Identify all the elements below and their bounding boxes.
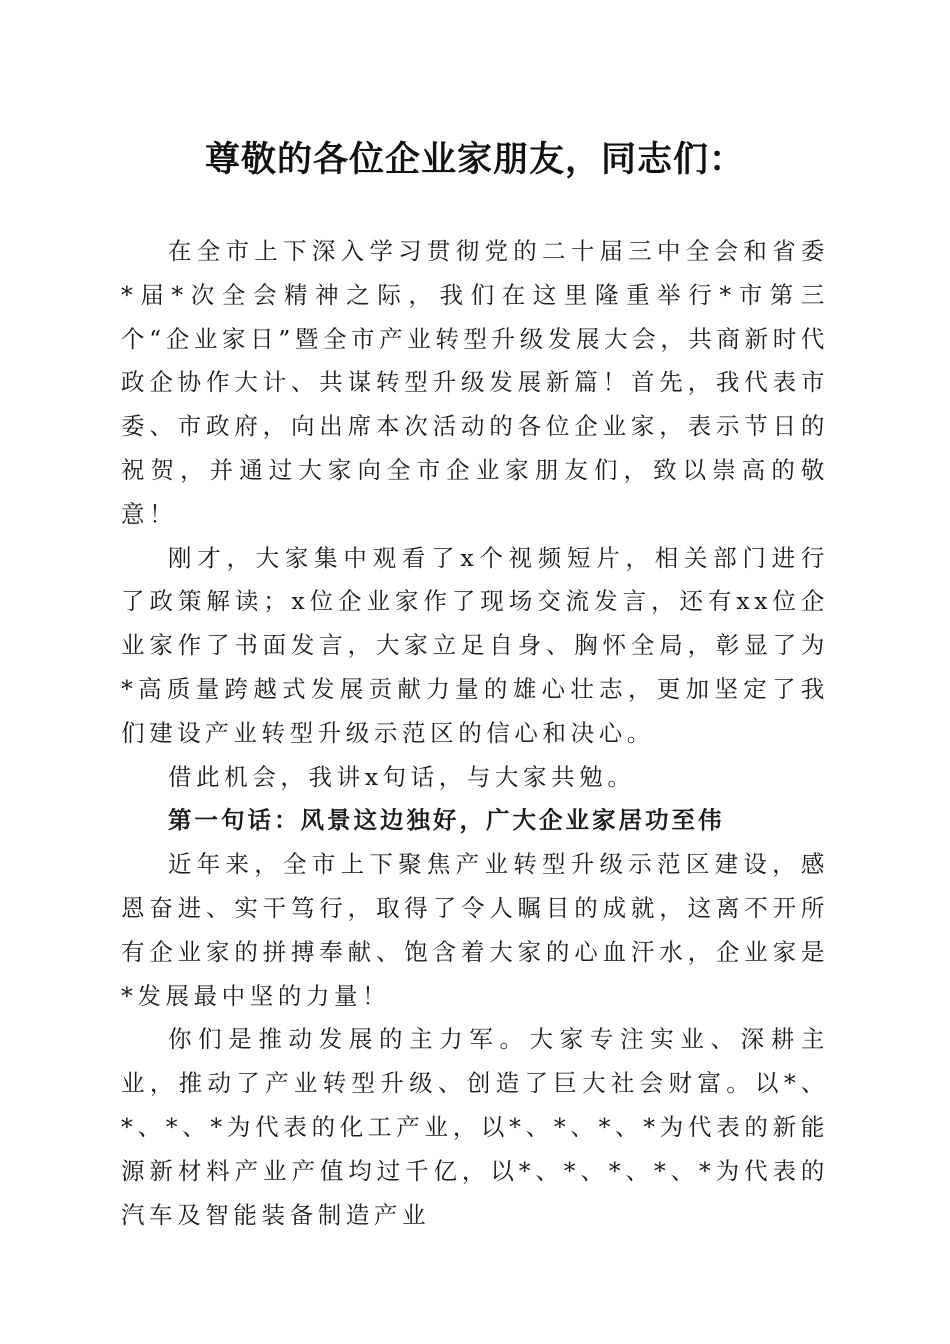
paragraph-activities: 刚才，大家集中观看了x个视频短片，相关部门进行了政策解读；x位企业家作了现场交流发言，还有xx位企业家作了书面发言，大家立足自身、胸怀全局，彰显了为*高质量跨越式发展贡献力量的雄心壮志，更加坚定了我们建设产业转型升级示范区的信心和决心。 <box>121 543 829 747</box>
section-heading: 第一句话：风景这边独好，广大企业家居功至伟 <box>168 806 725 835</box>
document-title: 尊敬的各位企业家朋友，同志们： <box>204 139 745 180</box>
paragraph-intro-remarks: 借此机会，我讲x句话，与大家共勉。 <box>168 762 636 791</box>
document-body <box>121 230 829 1237</box>
paragraph-opening: 在全市上下深入学习贯彻党的二十届三中全会和省委*届*次全会精神之际，我们在这里隆重举行*市第三个“企业家日”暨全市产业转型升级发展大会，共商新时代政企协作大计、共谋转型升级发展新篇！首先，我代表市委、市政府，向出席本次活动的各位企业家，表示节日的祝贺，并通过大家向全市企业家朋友们，致以崇高的敬意！ <box>121 237 829 528</box>
paragraph-achievements: 近年来，全市上下聚焦产业转型升级示范区建设，感恩奋进、实干笃行，取得了令人瞩目的成就，这离不开所有企业家的拼搏奉献、饱含着大家的心血汗水，企业家是*发展最中坚的力量！ <box>121 850 829 1010</box>
paragraph-main-force: 你们是推动发展的主力军。大家专注实业、深耕主业，推动了产业转型升级、创造了巨大社会财富。以*、*、*、*为代表的化工产业，以*、*、*、*为代表的新能源新材料产业产值均过千亿，以*、*、*、*、*为代表的汽车及智能装备制造产业 <box>121 1025 829 1229</box>
